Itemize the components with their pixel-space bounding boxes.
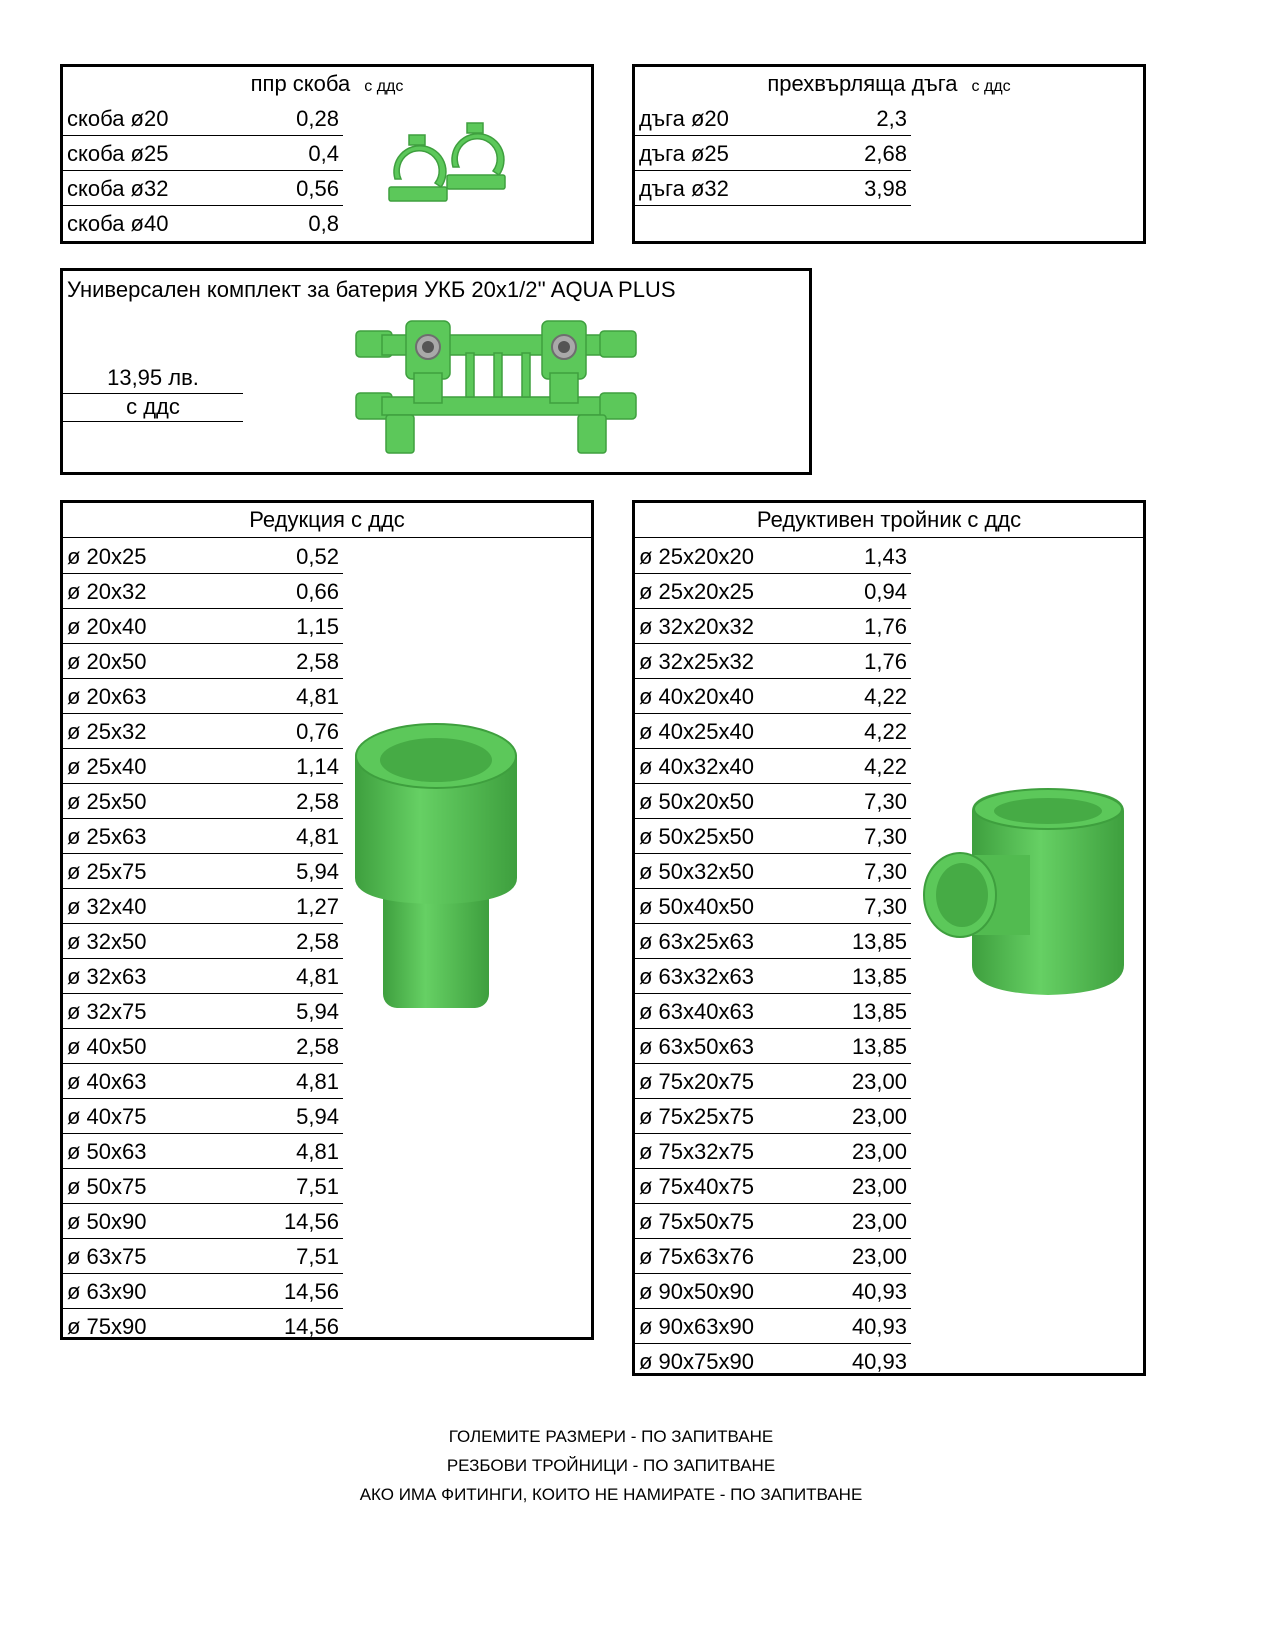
green-battery-mount-kit-image xyxy=(346,313,646,463)
table-row xyxy=(63,1134,343,1169)
clamp-box-title xyxy=(63,67,591,101)
table-row xyxy=(63,539,343,574)
row-price: 0,4 xyxy=(308,141,339,166)
table-row xyxy=(635,1029,911,1064)
row-label: ø 75x32x75 xyxy=(639,1139,754,1164)
table-row xyxy=(63,889,343,924)
table-row xyxy=(63,819,343,854)
table-row xyxy=(635,1204,911,1239)
row-price: 7,30 xyxy=(864,859,907,884)
row-price: 0,28 xyxy=(296,106,339,131)
table-row xyxy=(635,1344,911,1379)
row-label: ø 75x90 xyxy=(67,1314,147,1339)
row-label: ø 32x63 xyxy=(67,964,147,989)
row-price: 2,58 xyxy=(296,789,339,814)
row-price: 2,3 xyxy=(876,106,907,131)
row-price: 1,15 xyxy=(296,614,339,639)
table-row xyxy=(635,1239,911,1274)
reduction-rows xyxy=(63,539,343,1344)
row-label: скоба ø25 xyxy=(67,141,169,166)
row-label: ø 63x50x63 xyxy=(639,1034,754,1059)
arc-title-text: прехвърляща дъга xyxy=(767,71,958,96)
table-row xyxy=(63,854,343,889)
footer-notes xyxy=(0,1422,1222,1509)
row-price: 13,85 xyxy=(851,1034,907,1059)
table-row xyxy=(635,714,911,749)
row-price: 7,30 xyxy=(864,789,907,814)
kit-title: Универсален комплект за батерия УКБ 20x1/2'' AQUA PLUS xyxy=(67,277,676,302)
row-price: 4,22 xyxy=(864,684,907,709)
row-label: ø 32x25x32 xyxy=(639,649,754,674)
row-label: ø 75x40x75 xyxy=(639,1174,754,1199)
table-row xyxy=(635,994,911,1029)
row-price: 1,76 xyxy=(864,614,907,639)
row-price: 0,66 xyxy=(296,579,339,604)
row-price: 1,14 xyxy=(296,754,339,779)
row-price: 23,00 xyxy=(851,1069,907,1094)
row-price: 2,58 xyxy=(296,929,339,954)
row-label: ø 25x63 xyxy=(67,824,147,849)
reduction-price-box xyxy=(60,500,594,1340)
row-price: 14,56 xyxy=(283,1314,339,1339)
row-price: 5,94 xyxy=(296,999,339,1024)
row-price: 4,81 xyxy=(296,824,339,849)
row-label: ø 40x32x40 xyxy=(639,754,754,779)
row-label: ø 25x50 xyxy=(67,789,147,814)
row-label: ø 40x50 xyxy=(67,1034,147,1059)
clamp-title-note: с ддс xyxy=(364,78,404,95)
row-label: ø 63x32x63 xyxy=(639,964,754,989)
footer-note-threaded-tees: РЕЗБОВИ ТРОЙНИЦИ - ПО ЗАПИТВАНЕ xyxy=(446,1456,776,1475)
row-price: 7,30 xyxy=(864,824,907,849)
row-label: ø 75x50x75 xyxy=(639,1209,754,1234)
table-row xyxy=(63,136,343,171)
table-row xyxy=(63,749,343,784)
table-row xyxy=(63,959,343,994)
battery-kit-box xyxy=(60,268,812,475)
row-price: 5,94 xyxy=(296,1104,339,1129)
row-price: 5,94 xyxy=(296,859,339,884)
row-price: 1,27 xyxy=(296,894,339,919)
table-row xyxy=(635,609,911,644)
table-row xyxy=(63,1274,343,1309)
tee-box-title: Редуктивен тройник с ддс xyxy=(635,503,1143,538)
row-label: ø 20x25 xyxy=(67,544,147,569)
table-row xyxy=(63,1169,343,1204)
row-label: ø 32x50 xyxy=(67,929,147,954)
row-label: ø 75x20x75 xyxy=(639,1069,754,1094)
table-row xyxy=(63,206,343,241)
row-price: 13,85 xyxy=(851,999,907,1024)
row-label: ø 20x50 xyxy=(67,649,147,674)
row-label: ø 40x63 xyxy=(67,1069,147,1094)
table-row xyxy=(63,1064,343,1099)
reduction-box-title: Редукция с ддс xyxy=(63,503,591,538)
row-label: ø 90x63x90 xyxy=(639,1314,754,1339)
table-row xyxy=(63,644,343,679)
row-price: 1,43 xyxy=(864,544,907,569)
row-label: дъга ø25 xyxy=(639,141,729,166)
row-label: ø 50x40x50 xyxy=(639,894,754,919)
row-label: ø 40x25x40 xyxy=(639,719,754,744)
row-price: 23,00 xyxy=(851,1209,907,1234)
table-row xyxy=(63,609,343,644)
green-reducing-tee-image xyxy=(920,785,1130,1000)
kit-price: 13,95 лв. xyxy=(63,363,243,394)
row-label: ø 50x63 xyxy=(67,1139,147,1164)
table-row xyxy=(635,1134,911,1169)
table-row xyxy=(63,101,343,136)
row-label: ø 25x20x20 xyxy=(639,544,754,569)
row-label: ø 32x75 xyxy=(67,999,147,1024)
table-row xyxy=(635,171,911,206)
table-row xyxy=(63,679,343,714)
arc-price-box xyxy=(632,64,1146,244)
table-row xyxy=(635,1274,911,1309)
clamp-title-text: ппр скоба xyxy=(250,71,351,96)
row-price: 4,81 xyxy=(296,684,339,709)
row-label: ø 25x32 xyxy=(67,719,147,744)
row-price: 40,93 xyxy=(851,1349,907,1374)
row-price: 4,81 xyxy=(296,1069,339,1094)
row-label: ø 63x75 xyxy=(67,1244,147,1269)
row-price: 23,00 xyxy=(851,1174,907,1199)
table-row xyxy=(635,1064,911,1099)
table-row xyxy=(635,644,911,679)
row-label: ø 63x90 xyxy=(67,1279,147,1304)
tee-rows xyxy=(635,539,911,1379)
table-row xyxy=(635,101,911,136)
row-price: 4,22 xyxy=(864,754,907,779)
row-label: ø 90x50x90 xyxy=(639,1279,754,1304)
row-price: 40,93 xyxy=(851,1314,907,1339)
table-row xyxy=(63,1309,343,1344)
table-row xyxy=(63,171,343,206)
green-pipe-clamp-image xyxy=(383,121,523,221)
row-price: 3,98 xyxy=(864,176,907,201)
row-price: 23,00 xyxy=(851,1139,907,1164)
row-label: ø 20x63 xyxy=(67,684,147,709)
row-price: 14,56 xyxy=(283,1209,339,1234)
green-reducer-fitting-image xyxy=(351,718,521,1018)
arc-rows xyxy=(635,101,911,206)
row-label: ø 50x90 xyxy=(67,1209,147,1234)
row-price: 0,8 xyxy=(308,211,339,236)
row-label: скоба ø20 xyxy=(67,106,169,131)
table-row xyxy=(63,574,343,609)
table-row xyxy=(635,959,911,994)
table-row xyxy=(635,784,911,819)
table-row xyxy=(635,749,911,784)
row-label: ø 90x75x90 xyxy=(639,1349,754,1374)
row-price: 7,51 xyxy=(296,1174,339,1199)
row-label: дъга ø20 xyxy=(639,106,729,131)
row-label: ø 20x40 xyxy=(67,614,147,639)
row-label: ø 75x63x76 xyxy=(639,1244,754,1269)
table-row xyxy=(635,819,911,854)
row-label: дъга ø32 xyxy=(639,176,729,201)
row-price: 4,22 xyxy=(864,719,907,744)
row-label: ø 32x40 xyxy=(67,894,147,919)
row-price: 40,93 xyxy=(851,1279,907,1304)
kit-price-note: с ддс xyxy=(63,393,243,422)
row-label: ø 50x25x50 xyxy=(639,824,754,849)
clamp-price-box xyxy=(60,64,594,244)
row-price: 1,76 xyxy=(864,649,907,674)
table-row xyxy=(635,854,911,889)
row-price: 2,58 xyxy=(296,1034,339,1059)
clamp-rows xyxy=(63,101,343,241)
table-row xyxy=(635,1099,911,1134)
row-label: ø 40x75 xyxy=(67,1104,147,1129)
row-label: ø 20x32 xyxy=(67,579,147,604)
row-label: ø 50x20x50 xyxy=(639,789,754,814)
reducing-tee-price-box xyxy=(632,500,1146,1376)
row-label: ø 50x75 xyxy=(67,1174,147,1199)
table-row xyxy=(63,714,343,749)
row-price: 0,52 xyxy=(296,544,339,569)
row-price: 7,51 xyxy=(296,1244,339,1269)
arc-box-title xyxy=(635,67,1143,101)
table-row xyxy=(635,574,911,609)
table-row xyxy=(63,1239,343,1274)
table-row xyxy=(63,1099,343,1134)
row-price: 7,30 xyxy=(864,894,907,919)
footer-note-large-sizes: ГОЛЕМИТЕ РАЗМЕРИ - ПО ЗАПИТВАНЕ xyxy=(448,1427,774,1446)
table-row xyxy=(635,679,911,714)
row-price: 4,81 xyxy=(296,964,339,989)
row-price: 14,56 xyxy=(283,1279,339,1304)
table-row xyxy=(635,136,911,171)
row-label: ø 32x20x32 xyxy=(639,614,754,639)
table-row xyxy=(635,889,911,924)
row-label: ø 50x32x50 xyxy=(639,859,754,884)
row-label: ø 25x75 xyxy=(67,859,147,884)
row-label: ø 75x25x75 xyxy=(639,1104,754,1129)
row-price: 23,00 xyxy=(851,1244,907,1269)
footer-note-missing-fittings: АКО ИМА ФИТИНГИ, КОИТО НЕ НАМИРАТЕ - ПО ЗАПИТВАНЕ xyxy=(359,1485,863,1504)
table-row xyxy=(635,539,911,574)
row-label: ø 25x40 xyxy=(67,754,147,779)
table-row xyxy=(63,1204,343,1239)
arc-title-note: с ддс xyxy=(971,78,1011,95)
table-row xyxy=(635,924,911,959)
row-label: ø 63x25x63 xyxy=(639,929,754,954)
table-row xyxy=(63,924,343,959)
row-price: 0,94 xyxy=(864,579,907,604)
row-price: 13,85 xyxy=(851,964,907,989)
table-row xyxy=(635,1169,911,1204)
table-row xyxy=(63,784,343,819)
row-price: 0,76 xyxy=(296,719,339,744)
row-price: 2,68 xyxy=(864,141,907,166)
table-row xyxy=(63,994,343,1029)
row-label: ø 40x20x40 xyxy=(639,684,754,709)
row-label: ø 63x40x63 xyxy=(639,999,754,1024)
row-label: скоба ø40 xyxy=(67,211,169,236)
row-price: 4,81 xyxy=(296,1139,339,1164)
table-row xyxy=(635,1309,911,1344)
row-price: 23,00 xyxy=(851,1104,907,1129)
row-price: 13,85 xyxy=(851,929,907,954)
row-price: 0,56 xyxy=(296,176,339,201)
row-label: ø 25x20x25 xyxy=(639,579,754,604)
row-price: 2,58 xyxy=(296,649,339,674)
table-row xyxy=(63,1029,343,1064)
row-label: скоба ø32 xyxy=(67,176,169,201)
